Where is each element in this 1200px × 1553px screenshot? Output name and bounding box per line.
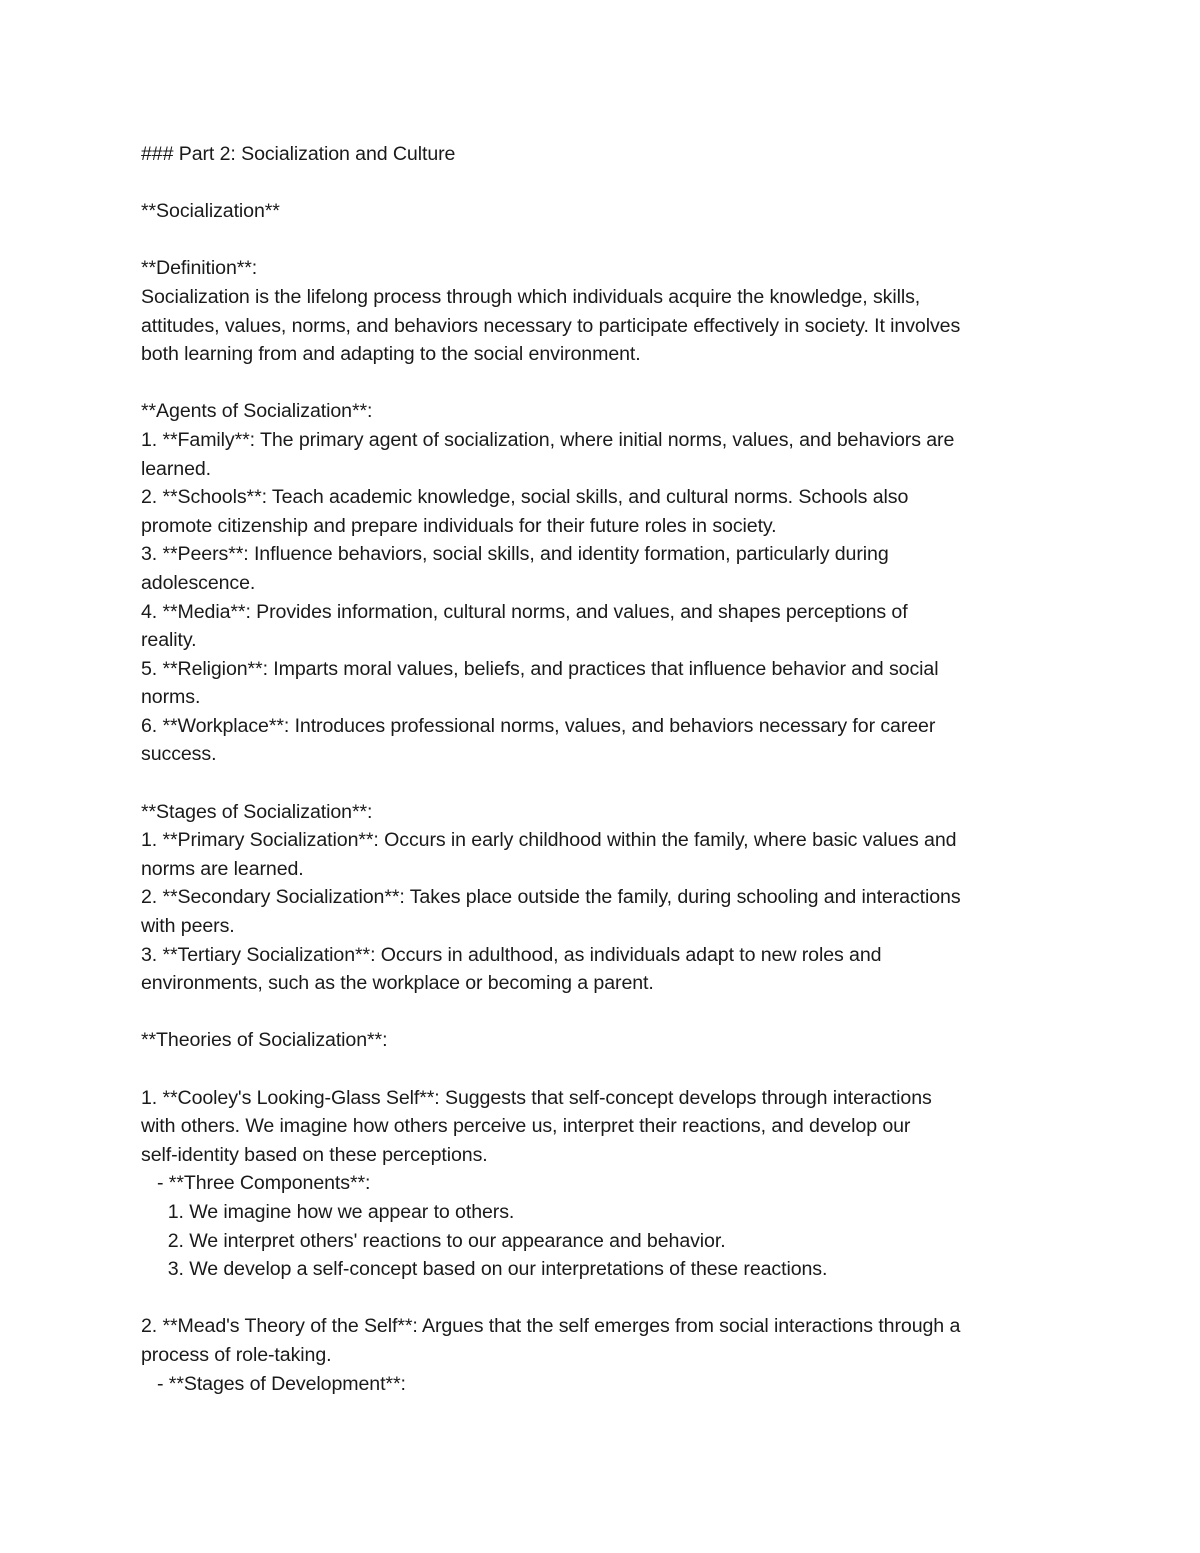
agents-line: 6. **Workplace**: Introduces professional norms, values, and behaviors necessary for career xyxy=(141,714,936,737)
agents-line: 1. **Family**: The primary agent of socialization, where initial norms, values, and behaviors are xyxy=(141,428,955,451)
spacer xyxy=(141,769,1071,798)
agents-line: promote citizenship and prepare individuals for their future roles in society. xyxy=(141,514,777,537)
cooley-line: self-identity based on these perceptions. xyxy=(141,1143,488,1166)
cooley-line: 2. We interpret others' reactions to our appearance and behavior. xyxy=(141,1229,726,1252)
agents-line: 3. **Peers**: Influence behaviors, social skills, and identity formation, particularly during xyxy=(141,543,889,566)
cooley-line: 1. **Cooley's Looking-Glass Self**: Suggests that self-concept develops through interactions xyxy=(141,1086,932,1109)
spacer xyxy=(141,369,1071,398)
stages-line: with peers. xyxy=(141,915,235,938)
stages-line: 2. **Secondary Socialization**: Takes place outside the family, during schooling and interactions xyxy=(141,886,961,909)
spacer xyxy=(141,1284,1071,1313)
stages-label: **Stages of Socialization**: xyxy=(141,800,373,823)
spacer xyxy=(141,226,1071,255)
agents-line: reality. xyxy=(141,629,197,652)
spacer xyxy=(141,998,1071,1027)
agents-label: **Agents of Socialization**: xyxy=(141,400,373,423)
cooley-line: 3. We develop a self-concept based on our interpretations of these reactions. xyxy=(141,1258,828,1281)
agents-line: learned. xyxy=(141,457,212,480)
stages-line: environments, such as the workplace or becoming a parent. xyxy=(141,972,654,995)
mead-line: process of role-taking. xyxy=(141,1343,332,1366)
agents-line: 2. **Schools**: Teach academic knowledge, social skills, and cultural norms. Schools also xyxy=(141,486,909,509)
definition-line: Socialization is the lifelong process through which individuals acquire the knowledge, skills, xyxy=(141,285,921,308)
theories-label: **Theories of Socialization**: xyxy=(141,1029,388,1052)
definition-line: both learning from and adapting to the social environment. xyxy=(141,343,641,366)
agents-line: 4. **Media**: Provides information, cultural norms, and values, and shapes perceptions of xyxy=(141,600,908,623)
agents-line: adolescence. xyxy=(141,571,256,594)
stages-line: 1. **Primary Socialization**: Occurs in early childhood within the family, where basic values and xyxy=(141,829,957,852)
definition-line: attitudes, values, norms, and behaviors necessary to participate effectively in society. It involves xyxy=(141,314,961,337)
stages-line: 3. **Tertiary Socialization**: Occurs in adulthood, as individuals adapt to new roles and xyxy=(141,943,882,966)
mead-line: 2. **Mead's Theory of the Self**: Argues that the self emerges from social interactions through a xyxy=(141,1315,961,1338)
stages-line: norms are learned. xyxy=(141,857,304,880)
mead-line: - **Stages of Development**: xyxy=(141,1372,406,1395)
cooley-line: - **Three Components**: xyxy=(141,1172,371,1195)
cooley-line: with others. We imagine how others perceive us, interpret their reactions, and develop our xyxy=(141,1115,911,1138)
document-body xyxy=(141,140,1071,1398)
page-heading: ### Part 2: Socialization and Culture xyxy=(141,143,456,165)
definition-label: **Definition**: xyxy=(141,257,258,280)
agents-line: success. xyxy=(141,743,217,766)
spacer xyxy=(141,1055,1071,1084)
section-title-socialization: **Socialization** xyxy=(141,200,280,223)
cooley-line: 1. We imagine how we appear to others. xyxy=(141,1200,515,1223)
spacer xyxy=(141,169,1071,198)
agents-line: norms. xyxy=(141,686,201,709)
agents-line: 5. **Religion**: Imparts moral values, beliefs, and practices that influence behavior and social xyxy=(141,657,939,680)
